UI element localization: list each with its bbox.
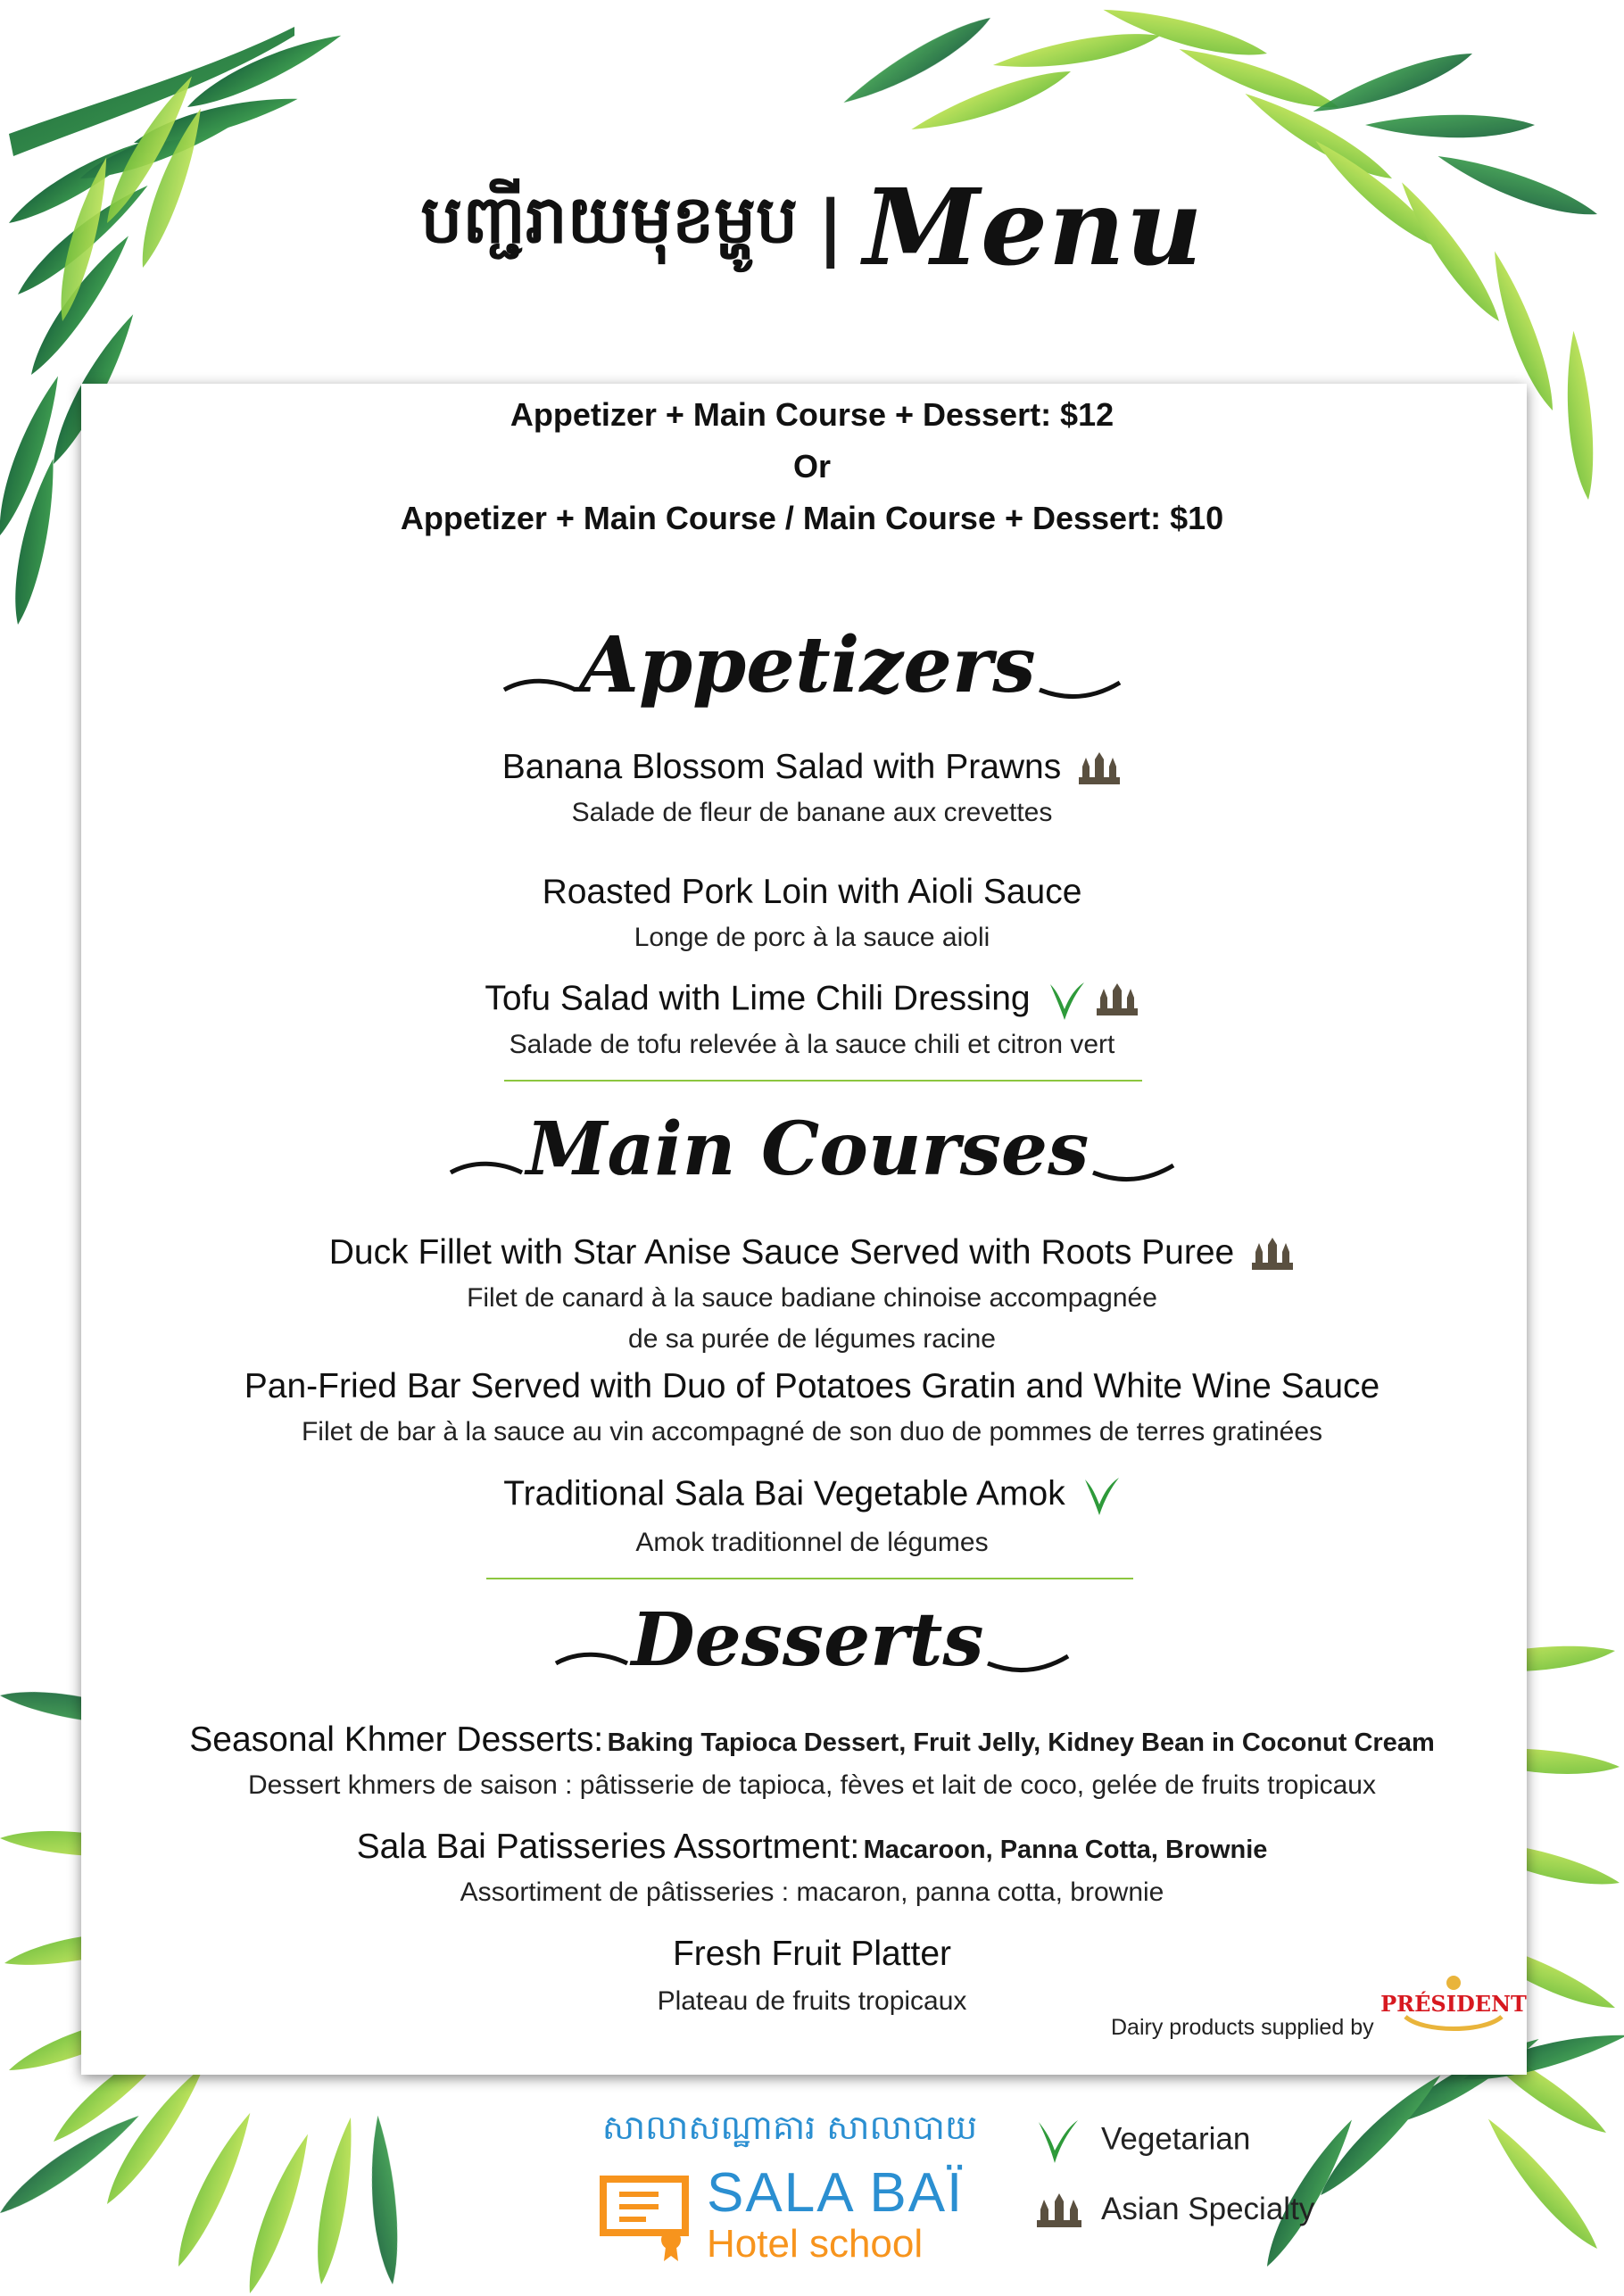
section-heading-appetizers [0,620,1624,710]
dish-fr-tofu-salad: Salade de tofu relevée à la sauce chili et citron vert [509,1030,1115,1059]
dish-fr-vegetable-amok: Amok traditionnel de légumes [635,1528,989,1557]
dish-detail: Baking Tapioca Dessert, Fruit Jelly, Kidney Bean in Coconut Cream [607,1728,1435,1757]
dish-name: Banana Blossom Salad with Prawns [501,748,1062,786]
dish-banana-blossom [0,748,1624,787]
hotel-school-emblem-icon [598,2161,700,2264]
dessert-fr-patisseries: Assortiment de pâtisseries : macaron, panna cotta, brownie [460,1877,1164,1907]
dish-name: Traditional Sala Bai Vegetable Amok [503,1474,1065,1513]
dish-duck-fillet [0,1233,1624,1272]
asian-temple-icon [1077,752,1122,786]
dessert-fr-khmer: Dessert khmers de saison : pâtisserie de tapioca, fèves et lait de coco, gelée de fruits tropicaux [248,1770,1376,1800]
dish-fr-duck-fillet-2: de sa purée de légumes racine [628,1324,996,1354]
dish-vegetable-amok [0,1474,1624,1517]
legend-asian-specialty [1035,2192,1314,2229]
menu-word: Menu [863,165,1204,289]
vegetarian-leaf-icon [1035,2117,1080,2165]
president-logo-text: PRÉSIDENT [1380,1991,1527,2017]
section-title: Desserts [631,1597,984,1683]
legend-label: Asian Specialty [1101,2192,1315,2226]
dairy-supplier-text: Dairy products supplied by [1111,2015,1374,2040]
price-or: Or [792,448,831,485]
legend-vegetarian [1035,2117,1250,2165]
president-logo [1380,1972,1527,2035]
asian-temple-icon [1035,2193,1083,2229]
flourish-left-icon [451,1153,522,1189]
section-heading-desserts [0,1597,1624,1683]
flourish-right-icon [1040,670,1120,706]
flourish-left-icon [556,1644,627,1679]
section-divider [486,1578,1133,1579]
khmer-title: បញ្ជីរាយមុខម្ហូប [420,181,799,259]
dessert-patisseries [0,1828,1624,1867]
asian-temple-icon [1250,1238,1295,1272]
school-subtitle: Hotel school [707,2222,924,2266]
dish-fr-pork-loin: Longe de porc à la sauce aioli [634,923,990,952]
section-title: Appetizers [579,620,1036,710]
dish-name: Tofu Salad with Lime Chili Dressing [485,979,1031,1018]
flourish-right-icon [1093,1153,1173,1189]
dish-name: Duck Fillet with Star Anise Sauce Served with Roots Puree [328,1233,1235,1272]
dish-fr-duck-fillet: Filet de canard à la sauce badiane chinoise accompagnée [467,1283,1157,1313]
section-title: Main Courses [526,1107,1090,1192]
flourish-left-icon [504,670,576,706]
section-divider [504,1080,1142,1082]
dessert-khmer [0,1720,1624,1760]
dish-name: Seasonal Khmer Desserts: [189,1720,604,1759]
dessert-fr-fruit-platter: Plateau de fruits tropicaux [657,1986,967,2016]
price-line-12: Appetizer + Main Course + Dessert: $12 [510,396,1114,433]
flourish-right-icon [988,1644,1068,1679]
vegetarian-leaf-icon [1047,979,1086,1022]
dish-name: Pan-Fried Bar Served with Duo of Potatoes Gratin and White Wine Sauce [244,1367,1380,1405]
dish-name: Roasted Pork Loin with Aioli Sauce [542,873,1082,911]
school-name: SALA BAÏ [707,2162,965,2224]
dish-pork-loin [0,873,1624,912]
vegetarian-leaf-icon [1081,1474,1121,1517]
dish-fr-pan-fried-bar: Filet de bar à la sauce au vin accompagné de son duo de pommes de terres gratinées [301,1417,1322,1446]
price-line-10: Appetizer + Main Course / Main Course + Dessert: $10 [400,500,1224,536]
dish-pan-fried-bar [0,1367,1624,1406]
section-heading-main-courses [0,1107,1624,1192]
dish-fr-banana-blossom: Salade de fleur de banane aux crevettes [571,798,1053,827]
asian-temple-icon [1095,983,1139,1017]
legend-label: Vegetarian [1101,2121,1251,2157]
dish-name: Sala Bai Patisseries Assortment: [356,1828,860,1866]
sala-bai-logo [598,2106,982,2275]
title-separator: | [817,186,844,269]
dish-detail: Macaroon, Panna Cotta, Brownie [863,1836,1268,1864]
dessert-fruit-platter: Fresh Fruit Platter [672,1935,952,1973]
school-khmer-name: សាលាសណ្ឋាគារ សាលាបាយ [601,2108,978,2147]
dish-tofu-salad [0,979,1624,1022]
